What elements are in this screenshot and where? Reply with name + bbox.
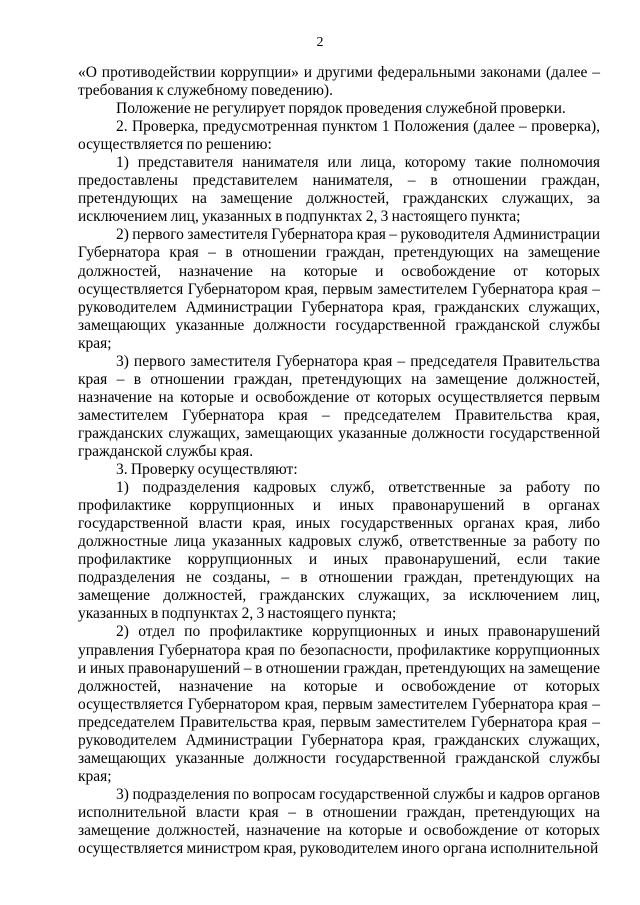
page-number: 2 <box>316 35 324 50</box>
document-body <box>78 64 600 858</box>
paragraph-6: 3. Проверку осуществляют: <box>116 461 298 479</box>
paragraph-8: 2) отдел по профилактике коррупционных и иных правонарушений управления Губернатора края по безопасности, профилактике коррупционных и иных правонарушений – в отношении граждан, претендующих на замещение должностей, назначение на которые и освобождение от которых осуществляется Губернатором края, первым заместителем Губернатора края – председателем Правительства края, первым заместителем Губернатора края – руководителем Администрации Губернатора края, гражданских служащих, замещающих указанные должности государственной гражданской службы края; <box>78 623 600 785</box>
paragraph-2: 2. Проверка, предусмотренная пунктом 1 Положения (далее – проверка), осуществляется по решению: <box>78 118 600 154</box>
paragraph-5: 3) первого заместителя Губернатора края – председателя Правительства края – в отношении граждан, претендующих на замещение должностей, назначение на которые и освобождение от которых осуществляется первым заместителем Губернатора края – председателем Правительства края, гражданских служащих, замещающих указанные должности государственной гражданской службы края. <box>78 352 600 460</box>
paragraph-0: «О противодействии коррупции» и другими федеральными законами (далее – требования к служебному поведению). <box>78 64 600 100</box>
paragraph-9: 3) подразделения по вопросам государственной службы и кадров органов исполнительной власти края – в отношении граждан, претендующих на замещение должностей, назначение на которые и освобождение от которых осуществляется министром края, руководителем иного органа исполнительной <box>78 785 600 858</box>
paragraph-4: 2) первого заместителя Губернатора края – руководителя Администрации Губернатора края – в отношении граждан, претендующих на замещение должностей, назначение на которые и освобождение от которых осуществляется Губернатором края, первым заместителем Губернатора края – руководителем Администрации Губернатора края, гражданских служащих, замещающих указанные должности государственной гражданской службы края; <box>78 226 600 352</box>
paragraph-1: Положение не регулирует порядок проведения служебной проверки. <box>116 100 566 118</box>
paragraph-7: 1) подразделения кадровых служб, ответственные за работу по профилактике коррупционных и иных правонарушений в органах государственной власти края, иных государственных органах края, либо должностные лица указанных кадровых служб, ответственные за работу по профилактике коррупционных и иных правонарушений, если такие подразделения не созданы, – в отношении граждан, претендующих на замещение должностей, гражданских служащих, за исключением лиц, указанных в подпунктах 2, 3 настоящего пункта; <box>78 479 600 623</box>
paragraph-3: 1) представителя нанимателя или лица, которому такие полномочия предоставлены представителем нанимателя, – в отношении граждан, претендующих на замещение должностей, гражданских служащих, за исключением лиц, указанных в подпунктах 2, 3 настоящего пункта; <box>78 154 600 226</box>
